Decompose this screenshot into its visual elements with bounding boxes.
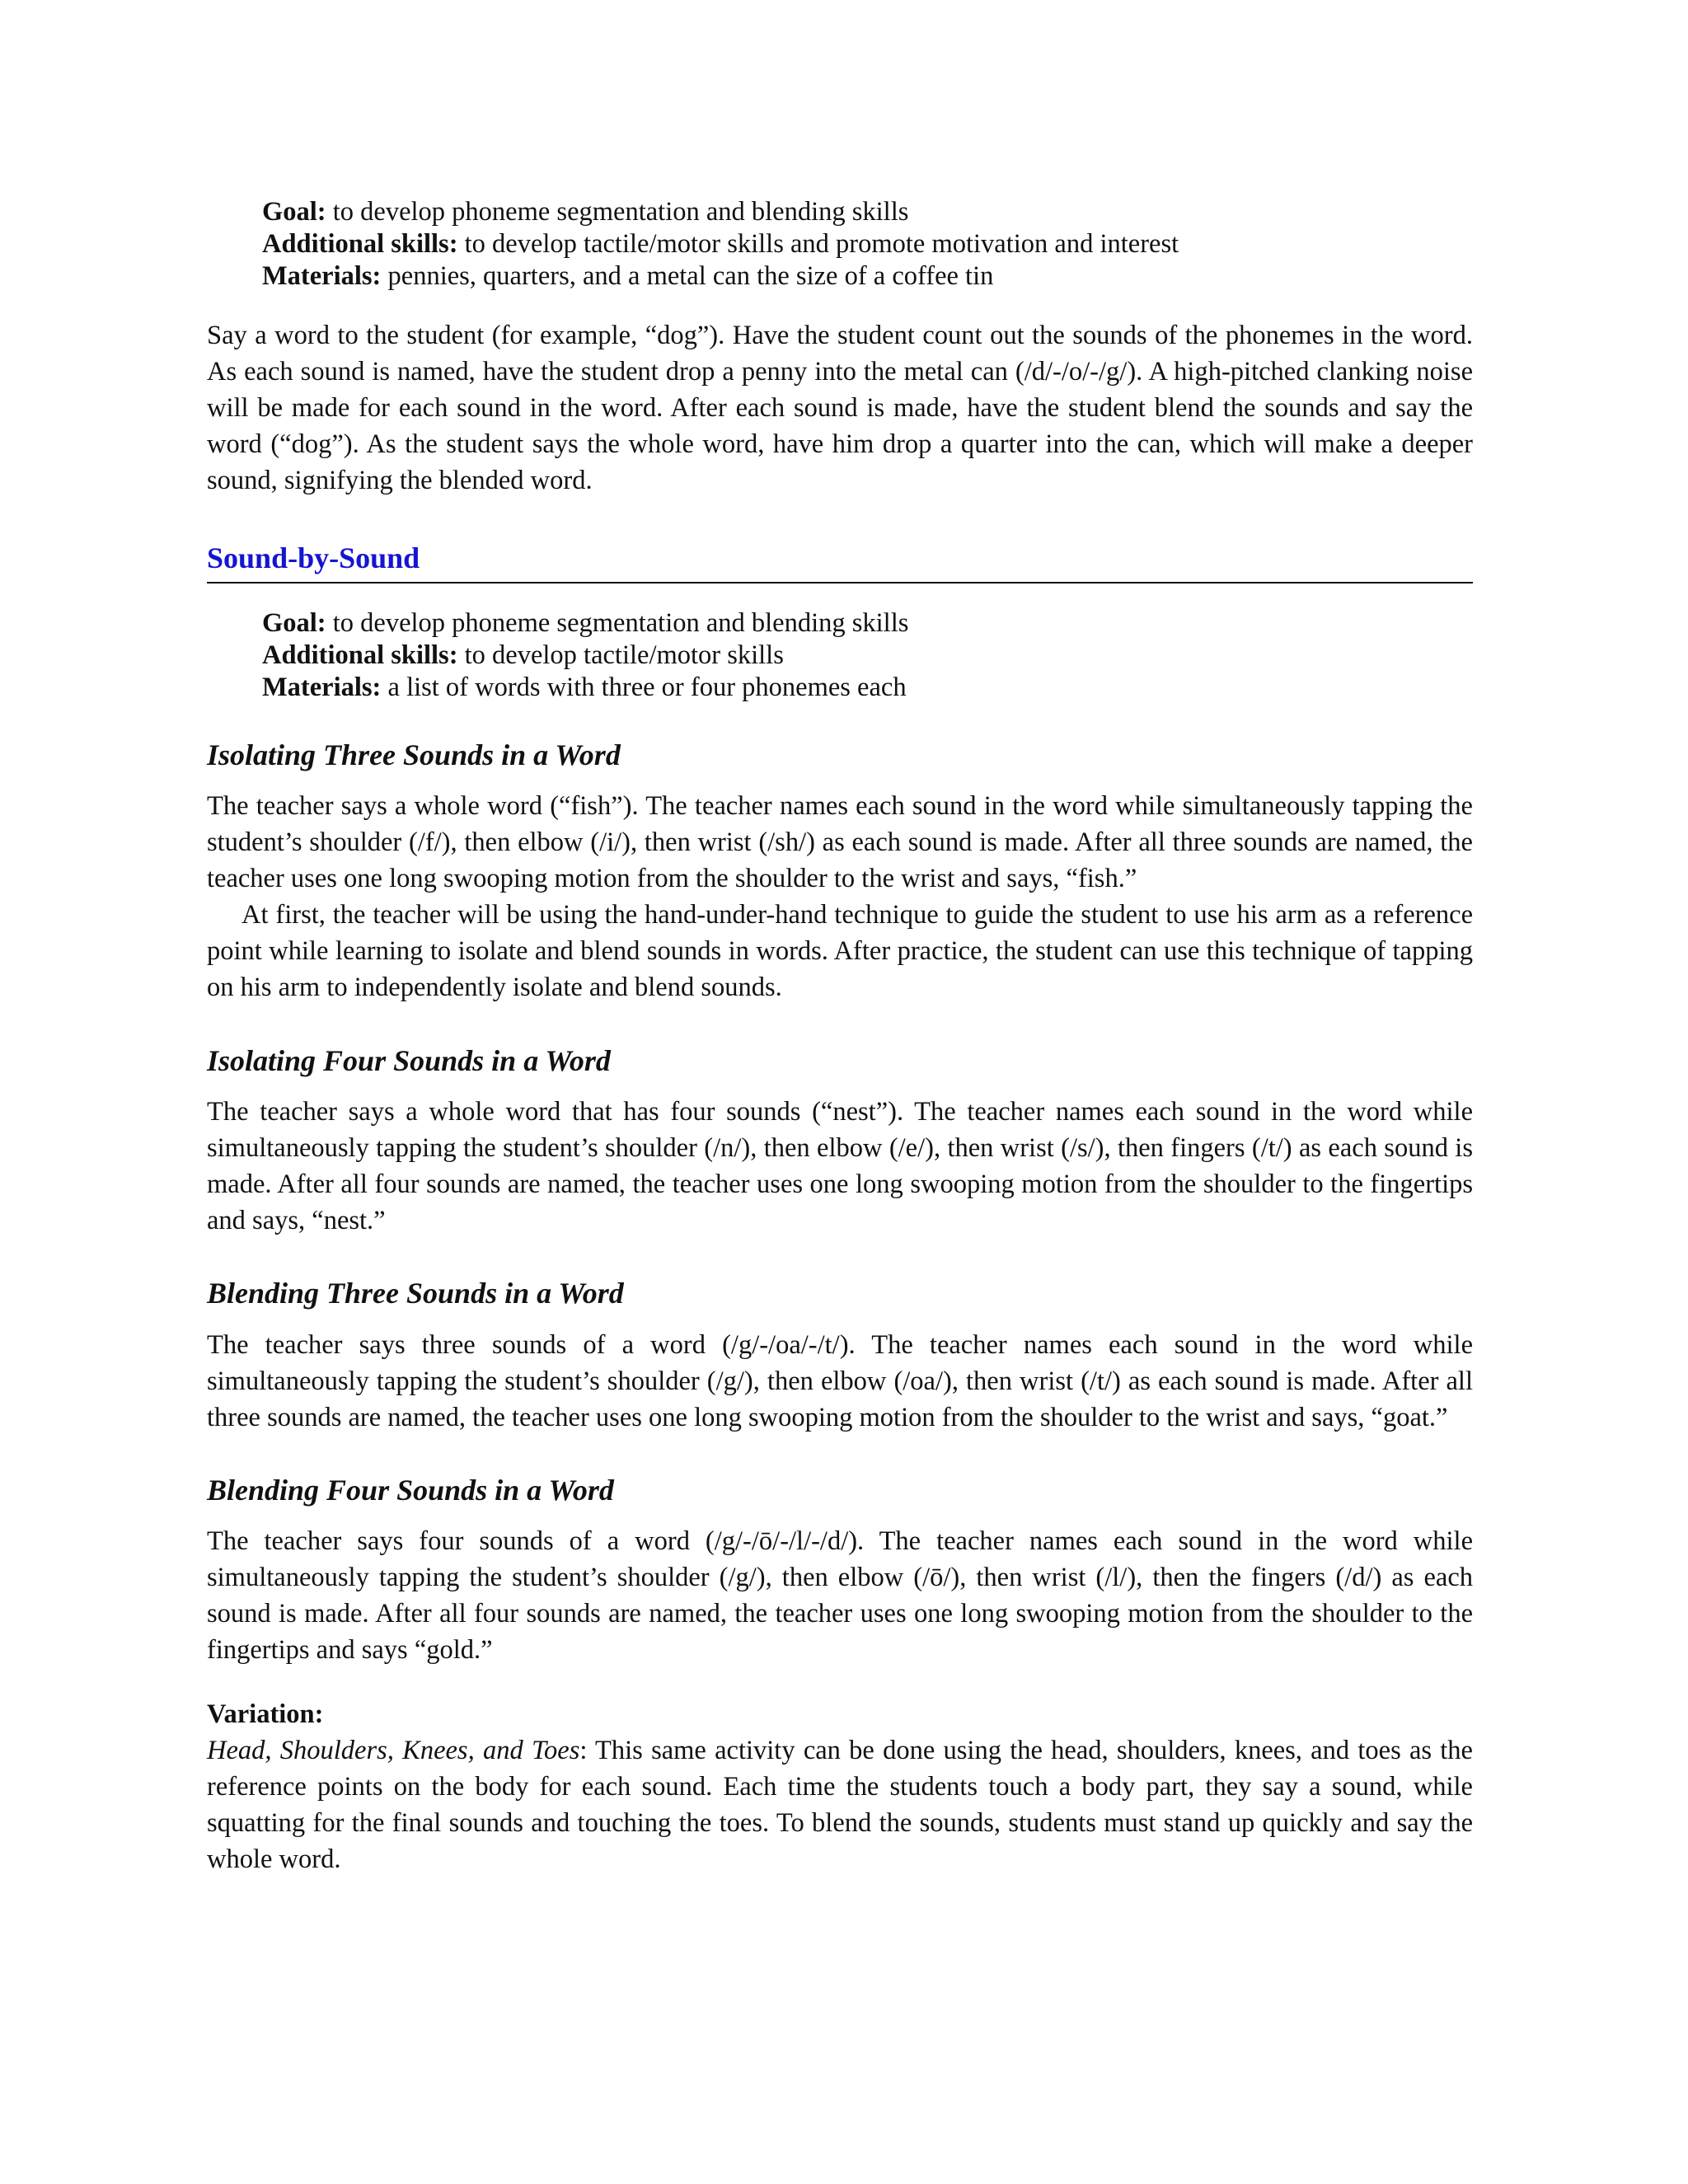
subsection-paragraph: At first, the teacher will be using the hand-under-hand technique to guide the student to use his arm as a reference point while learning to isolate and blend sounds in words. After practice, the student can use this technique of tapping on his arm to independently isolate and blend sounds. bbox=[207, 900, 1473, 1002]
materials-line bbox=[262, 672, 1473, 704]
intro-paragraph: Say a word to the student (for example, “dog”). Have the student count out the sounds of the phonemes in the word. As each sound is named, have the student drop a penny into the metal can (/d/-/o/-/g/). A high-pitched clanking noise will be made for each sound in the word. After each sound is made, have the student blend the sounds and say the word (“dog”). As the student says the whole word, have him drop a quarter into the can, which will make a deeper sound, signifying the blended word. bbox=[207, 321, 1473, 495]
materials-line bbox=[262, 260, 1473, 293]
skills-text: to develop tactile/motor skills bbox=[457, 640, 784, 670]
materials-text: a list of words with three or four phonemes each bbox=[381, 673, 907, 702]
subsection-paragraph: The teacher says a whole word that has four sounds (“nest”). The teacher names each sound in the word while simultaneously tapping the student’s shoulder (/n/), then elbow (/e/), then wrist (/s/), then fingers (/t/) as each sound is made. After all four sounds are named, the teacher uses one long swooping motion from the shoulder to the fingertips and says, “nest.” bbox=[207, 1097, 1473, 1235]
goal-line bbox=[262, 607, 1473, 640]
goal-line bbox=[262, 196, 1473, 228]
variation-text: : This same activity can be done using the head, shoulders, knees, and toes as the reference points on the body for each sound. Each time the students touch a body part, they say a sound, while squatting for the final sounds and touching the toes. To blend the sounds, students must stand up quickly and say the whole word. bbox=[207, 1736, 1473, 1874]
materials-label: Materials: bbox=[262, 673, 382, 702]
skills-text: to develop tactile/motor skills and promote motivation and interest bbox=[457, 229, 1179, 259]
subsection-paragraph: The teacher says four sounds of a word (/g/-/ō/-/l/-/d/). The teacher names each sound in the word while simultaneously tapping the student’s shoulder (/g/), then elbow (/ō/), then wrist (/l/), then the fingers (/d/) as each sound is made. After all four sounds are named, the teacher uses one long swooping motion from the shoulder to the fingertips and says “gold.” bbox=[207, 1526, 1473, 1665]
skills-line bbox=[262, 640, 1473, 672]
materials-label: Materials: bbox=[262, 261, 382, 291]
subsection-heading: Isolating Three Sounds in a Word bbox=[207, 738, 621, 771]
variation-name: Head, Shoulders, Knees, and Toes bbox=[207, 1736, 580, 1765]
subsection-heading: Isolating Four Sounds in a Word bbox=[207, 1044, 611, 1077]
section-title: Sound-by-Sound bbox=[207, 541, 420, 574]
skills-label: Additional skills: bbox=[262, 229, 458, 259]
subsection-paragraph: The teacher says three sounds of a word (/g/-/oa/-/t/). The teacher names each sound in the word while simultaneously tapping the student’s shoulder (/g/), then elbow (/oa/), then wrist (/t/) as each sound is made. After all three sounds are named, the teacher uses one long swooping motion from the shoulder to the wrist and says, “goat.” bbox=[207, 1330, 1473, 1432]
goal-text: to develop phoneme segmentation and blending skills bbox=[326, 197, 909, 227]
skills-label: Additional skills: bbox=[262, 640, 458, 670]
subsection-heading: Blending Three Sounds in a Word bbox=[207, 1277, 624, 1310]
section-meta bbox=[262, 607, 1473, 704]
skills-line bbox=[262, 228, 1473, 260]
section-rule bbox=[207, 582, 1473, 583]
subsection-heading: Blending Four Sounds in a Word bbox=[207, 1474, 614, 1507]
variation-label: Variation: bbox=[207, 1699, 324, 1729]
document-page bbox=[207, 196, 1473, 1877]
subsection-paragraph: The teacher says a whole word (“fish”). The teacher names each sound in the word while simultaneously tapping the student’s shoulder (/f/), then elbow (/i/), then wrist (/sh/) as each sound is made. After all three sounds are named, the teacher uses one long swooping motion from the shoulder to the wrist and says, “fish.” bbox=[207, 791, 1473, 893]
goal-text: to develop phoneme segmentation and blending skills bbox=[326, 608, 909, 638]
goal-label: Goal: bbox=[262, 608, 326, 638]
goal-label: Goal: bbox=[262, 197, 326, 227]
intro-meta bbox=[262, 196, 1473, 293]
variation-paragraph bbox=[207, 1732, 1473, 1877]
materials-text: pennies, quarters, and a metal can the size of a coffee tin bbox=[381, 261, 994, 291]
